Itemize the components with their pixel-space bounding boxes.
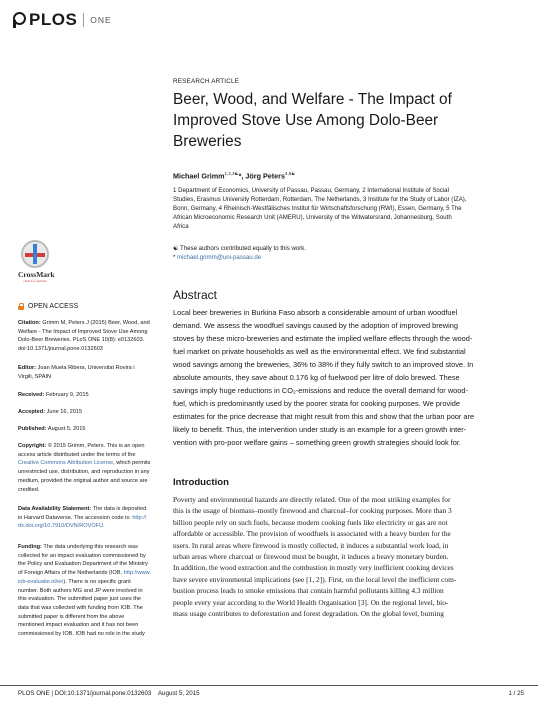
editor-line: Joan Muela Ribera, Universitat Rovira i — [37, 365, 135, 371]
copyright-line: access article distributed under the terms of the — [18, 451, 136, 458]
page-number: 1 / 25 — [508, 690, 524, 697]
copyright-line: , which permits — [113, 460, 151, 467]
author-separator: , — [241, 171, 246, 181]
abstract-line: estimates for the price decrease that might result from this and show that the urban poor are — [173, 412, 475, 422]
author-name[interactable]: Michael Grimm — [173, 171, 225, 181]
author-affiliation-sup: 1,2,3☯ — [224, 171, 239, 176]
dataverse-link-start[interactable]: http:// — [132, 514, 147, 521]
copyright-block — [18, 442, 163, 494]
abstract-line: vention with pro-poor welfare gains – something green growth strategies should look for. — [173, 438, 461, 448]
funding-line: the Policy and Evaluation Department of the Ministry — [18, 561, 148, 568]
footer-citation: PLOS ONE | DOI:10.1371/journal.pone.0132603 August 5, 2015 — [18, 690, 200, 697]
copyright-line: unrestricted use, distribution, and reproduction in any — [18, 469, 150, 476]
citation-line: Grimm M, Peters J (2015) Beer, Wood, and — [42, 320, 150, 326]
email-link[interactable]: michael.grimm@uni-passau.de — [177, 254, 262, 262]
affiliation-line: 1 Department of Economics, University of Passau, Passau, Germany, 2 International Institute of Social — [173, 187, 449, 194]
affiliation-line: Bonn, Germany, 4 Rheinisch-Westfälisches Institut für Wirtschaftsforschung (RWI), Essen, Germany, 5 The — [173, 205, 462, 213]
data-availability-block — [18, 505, 163, 531]
received-value: February 9, 2015 — [46, 392, 89, 398]
funding-label: Funding: — [18, 544, 42, 550]
received-label: Received: — [18, 392, 45, 398]
equal-contribution: ☯ These authors contributed equally to this work. — [173, 245, 307, 252]
plos-one-logo[interactable] — [13, 8, 112, 32]
intro-line: affordable or accessible. The provision of woodfuels is associated with a heavy burden for the — [173, 529, 451, 539]
copyright-line: medium, provided the original author and source are — [18, 477, 148, 484]
intro-line: billion people rely on such fuels, because modern cooking fuels like electricity or gas are not — [173, 517, 448, 527]
plos-logo-icon — [13, 12, 25, 28]
abstract-body — [173, 306, 525, 450]
citation-label: Citation: — [18, 320, 41, 326]
iob-link[interactable]: iob-evaluatie.nl/en — [18, 578, 64, 585]
intro-line: have severe environmental implications (see [1, 2]). First, on the local level the inefficient com- — [173, 574, 457, 584]
copyright-line: © 2015 Grimm, Peters. This is an open — [47, 443, 145, 449]
cc-license-link[interactable]: Creative Commons Attribution License — [18, 460, 114, 467]
abstract-line: savings imply huge reductions in CO₂-emissions and reduce the overall demand for wood- — [173, 386, 468, 396]
data-availability-label: Data Availability Statement: — [18, 506, 92, 512]
citation-line: doi:10.1371/journal.pone.0132603 — [18, 346, 103, 353]
abstract-line: demand. We assess the woodfuel savings caused by the adoption of improved brewing — [173, 321, 458, 331]
crossmark-badge[interactable] — [18, 240, 55, 283]
published-value: August 5, 2015 — [47, 426, 86, 432]
abstract-line: wood savings among the breweries, 36% to 38% if they fully switch to an improved stove. In — [173, 360, 474, 370]
crossmark-sub: click for updates — [23, 279, 47, 283]
intro-line: urban areas where charcoal or firewood must be bought, it induces a heavy monetary burden. — [173, 552, 449, 562]
iob-link-start[interactable]: http://www. — [123, 570, 151, 577]
published-date — [18, 425, 163, 434]
intro-line: In addition, the wood extraction and the combustion in mostly very inefficient cooking devices — [173, 563, 454, 573]
funding-line: commissioned by IOB. IOB had no role in the study — [18, 631, 145, 638]
logo-sub: ONE — [90, 15, 112, 25]
open-lock-icon — [18, 303, 24, 310]
logo-divider — [83, 13, 84, 27]
funding-block — [18, 543, 163, 639]
funding-line: The data underlying this research was — [43, 544, 138, 550]
introduction-body — [173, 494, 525, 619]
copyright-label: Copyright: — [18, 443, 47, 449]
abstract-line: Local beer breweries in Burkina Faso absorb a considerable amount of urban woodfuel — [173, 308, 458, 317]
affiliation-line: African Microeconomic Research Unit (AMERU), University of the Witwatersrand, Johannesburg, South — [173, 214, 452, 222]
data-line: The data is deposited — [92, 506, 147, 512]
accepted-label: Accepted: — [18, 409, 46, 415]
editor-label: Editor: — [18, 365, 37, 371]
funding-line: number. Both authors MG and JP were involved in — [18, 587, 143, 594]
intro-line: Poverty and environmental hazards are directly related. One of the most striking examples for — [173, 495, 451, 504]
author-affiliation-sup: 4,5☯ — [284, 171, 296, 176]
title-line: Breweries — [173, 133, 242, 150]
citation-line: Welfare - The Impact of Improved Stove Use Among — [18, 328, 148, 335]
abstract-line: fuel market on private households as well as the environmental effect. We find substantial — [173, 347, 466, 357]
author-list — [173, 171, 525, 180]
intro-line: mass usage contributes to deforestation and forest degradation. On the global level, burning — [173, 609, 444, 619]
funding-line: submitted paper is different from the above — [18, 613, 125, 620]
article-title — [173, 89, 523, 152]
abstract-heading: Abstract — [173, 288, 218, 302]
funding-line: collected for an impact evaluation commissioned by — [18, 552, 146, 559]
email-prefix: * — [173, 254, 178, 262]
intro-line: people every year according to the World Health Organisation [3]. On the regional level, bio- — [173, 597, 449, 607]
crossmark-icon — [21, 240, 49, 268]
abstract-line: absolute amounts, they save about 0.176 kg of fuelwood per litre of dolo brewed. These — [173, 373, 460, 383]
published-label: Published: — [18, 426, 47, 432]
editor-block — [18, 364, 163, 381]
affiliation-line: Studies, Erasmus University Rotterdam, Rotterdam, The Netherlands, 3 Institute for the Study of Labor (IZA), — [173, 196, 467, 204]
title-line: Beer, Wood, and Welfare - The Impact of — [173, 91, 452, 108]
abstract-line: fuel, which is predominantly used by the poorer strata for cooking purposes. We provide — [173, 399, 461, 409]
title-line: Improved Stove Use Among Dolo-Beer — [173, 112, 439, 129]
logo-text: PLOS — [29, 10, 78, 29]
accepted-date — [18, 408, 163, 417]
intro-line: users. In rural areas where firewood is mostly collected, it induces a substantial work load, in — [173, 540, 449, 550]
open-access-label — [18, 303, 78, 310]
funding-line: mentioned impact evaluation and it has not been — [18, 622, 139, 629]
abstract-line: stoves by these micro-breweries and estimate the implied welfare effects through the wood- — [173, 334, 473, 344]
footer-divider — [0, 685, 538, 686]
funding-line: data that was collected with funding from IOB. The — [18, 604, 143, 611]
introduction-heading: Introduction — [173, 477, 229, 488]
funding-line: of Foreign Affairs of the Netherlands (IOB, — [18, 570, 124, 577]
intro-line: this is the usage of biomass–mostly firewood and charcoal–for cooking purposes. More than 3 — [173, 506, 452, 516]
editor-line: Virgili, SPAIN — [18, 373, 52, 380]
data-line: in Harvard Dataverse. The accession code is: — [18, 514, 133, 521]
contribution-note — [173, 244, 525, 262]
affiliation-line: Africa — [173, 223, 189, 231]
citation-block — [18, 319, 163, 354]
citation-line: Dolo-Beer Breweries. PLoS ONE 10(8): e0132603. — [18, 337, 145, 344]
article-type: RESEARCH ARTICLE — [173, 78, 240, 85]
funding-line: this evaluation. The submitted paper just uses the — [18, 596, 142, 603]
received-date — [18, 391, 163, 400]
author-name[interactable]: Jörg Peters — [245, 171, 285, 181]
corresponding-mark: * — [238, 171, 242, 181]
affiliations — [173, 186, 525, 231]
funding-line: ). There is no specific grant — [63, 578, 131, 585]
crossmark-title: CrossMark — [18, 270, 55, 279]
accepted-value: June 16, 2015 — [46, 409, 83, 415]
intro-line: bustion process leads to smoke emissions that contain harmful pollutants killing 4.3 million — [173, 586, 444, 596]
abstract-line: likely to benefit. Thus, the intervention under study is an example for a green growth inter- — [173, 425, 467, 435]
copyright-line: credited. — [18, 486, 40, 493]
dataverse-link[interactable]: dx.doi.org/10.7910/DVN/ROVOFU. — [18, 523, 105, 530]
open-access-text: OPEN ACCESS — [28, 303, 79, 310]
